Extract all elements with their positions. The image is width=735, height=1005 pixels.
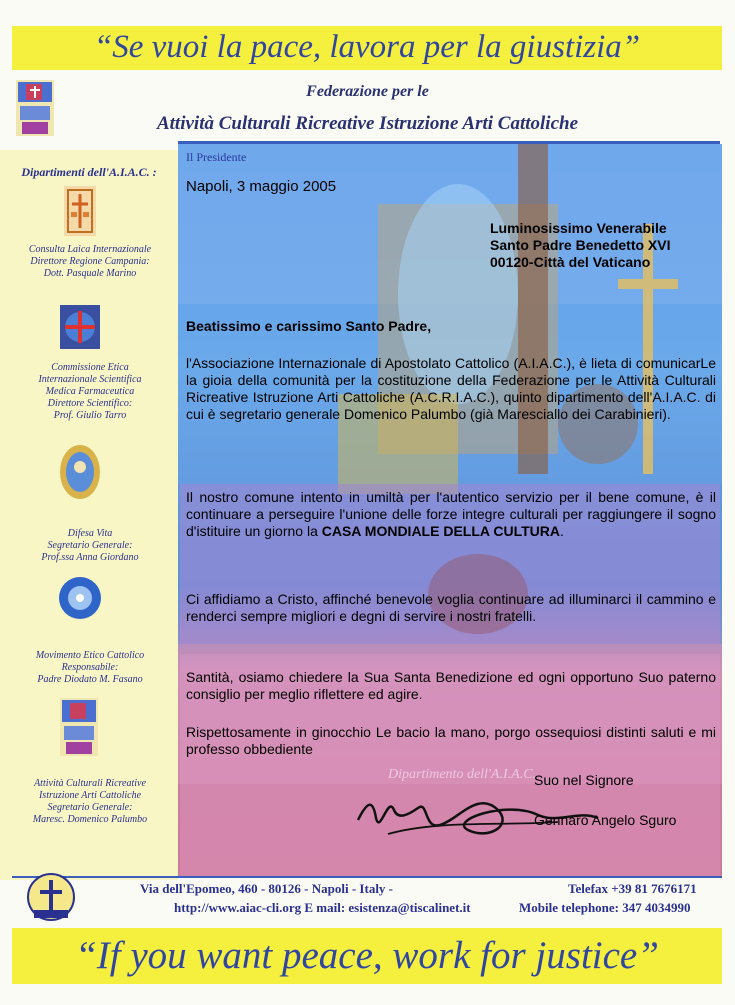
footer-divider (12, 876, 722, 878)
recipient-block: Luminosissimo Venerabile Santo Padre Benedetto XVI 00120-Città del Vaticano (490, 220, 671, 270)
paragraph-3: Ci affidiamo a Cristo, affinché benevole voglia continuare ad illuminarci il cammino e renderci sempre migliori e degni di servire i nostri fratelli. (186, 591, 716, 624)
footer-address: Via dell'Epomeo, 460 - 80126 - Napoli - Italy - (140, 881, 394, 896)
department-2-text: Commissione Etica Internazionale Scientifica Medica Farmaceutica Direttore Scientifico: Prof. Giulio Tarro (38, 362, 142, 421)
movimento-etico-logo-icon (58, 576, 102, 620)
commissione-etica-logo-icon (60, 305, 100, 349)
letter-panel (178, 144, 722, 878)
closing: Suo nel Signore (534, 772, 634, 788)
acriac-logo-icon (60, 698, 98, 756)
consulta-logo-icon (64, 186, 96, 236)
italian-motto: “Se vuoi la pace, lavora per la giustizia” (93, 29, 641, 65)
difesa-vita-logo-icon (58, 443, 102, 501)
department-1-text: Consulta Laica Internazionale Direttore Regione Campania: Dott. Pasquale Marino (28, 244, 152, 279)
top-motto-band (12, 26, 722, 70)
departments-sidebar (0, 150, 178, 880)
english-motto: “If you want peace, work for justice” (75, 934, 659, 977)
paragraph-5: Rispettosamente in ginocchio Le bacio la mano, porgo ossequiosi distinti saluti e mi professo obbediente (186, 724, 716, 757)
department-5-text: Attività Culturali Ricreative Istruzione Arti Cattoliche Segretario Generale: Maresc. Domenico Palumbo (32, 778, 148, 825)
department-4-text: Movimento Etico Cattolico Responsabile: Padre Diodato M. Fasano (35, 650, 145, 685)
federation-title-line1: Federazione per le (306, 83, 429, 100)
letter-date: Napoli, 3 maggio 2005 (186, 178, 337, 195)
watermark-text: Dipartimento dell'A.I.A.C. (388, 767, 537, 782)
paragraph-4: Santità, osiamo chiedere la Sua Santa Benedizione ed ogni opportuno Suo paterno consiglio per meglio riflettere ed agire. (186, 669, 716, 702)
salutation: Beatissimo e carissimo Santo Padre, (186, 318, 432, 334)
bottom-motto-band (12, 928, 722, 984)
president-label: Il Presidente (186, 150, 247, 164)
footer-mobile: Mobile telephone: 347 4034990 (519, 900, 691, 915)
departments-heading: Dipartimenti dell'A.I.A.C. : (21, 165, 157, 179)
paragraph-2: Il nostro comune intento in umiltà per l'autentico servizio per il bene comune, è il continuare a perseguire l'unione delle forze integre culturali per raggiungere il sogno d'istituire un giorno la CASA MONDIALE DELLA CULTURA. (186, 489, 716, 539)
footer-telefax: Telefax +39 81 7676171 (568, 881, 697, 896)
paragraph-1: l'Associazione Internazionale di Apostolato Cattolico (A.I.A.C.), è lieta di comunicarLe la gioia della comunità per la costituzione della Federazione per le Attività Culturali Ricreative Istruzione Arti Cattoliche (A.C.R.I.A.C.), quinto dipartimento dell'A.I.A.C. di cui è segretario generale Domenico Palumbo (già Maresciallo dei Carabinieri). (186, 355, 716, 422)
department-3-text: Difesa Vita Segretario Generale: Prof.ssa Anna Giordano (41, 528, 139, 563)
federation-title-line2: Attività Culturali Ricreative Istruzione Arti Cattoliche (156, 113, 579, 134)
aiac-footer-logo-icon (26, 872, 76, 922)
footer-web-email[interactable]: http://www.aiac-cli.org E mail: esistenza@tiscalinet.it (174, 900, 471, 915)
signer-name: Gennaro Angelo Sguro (534, 812, 677, 828)
